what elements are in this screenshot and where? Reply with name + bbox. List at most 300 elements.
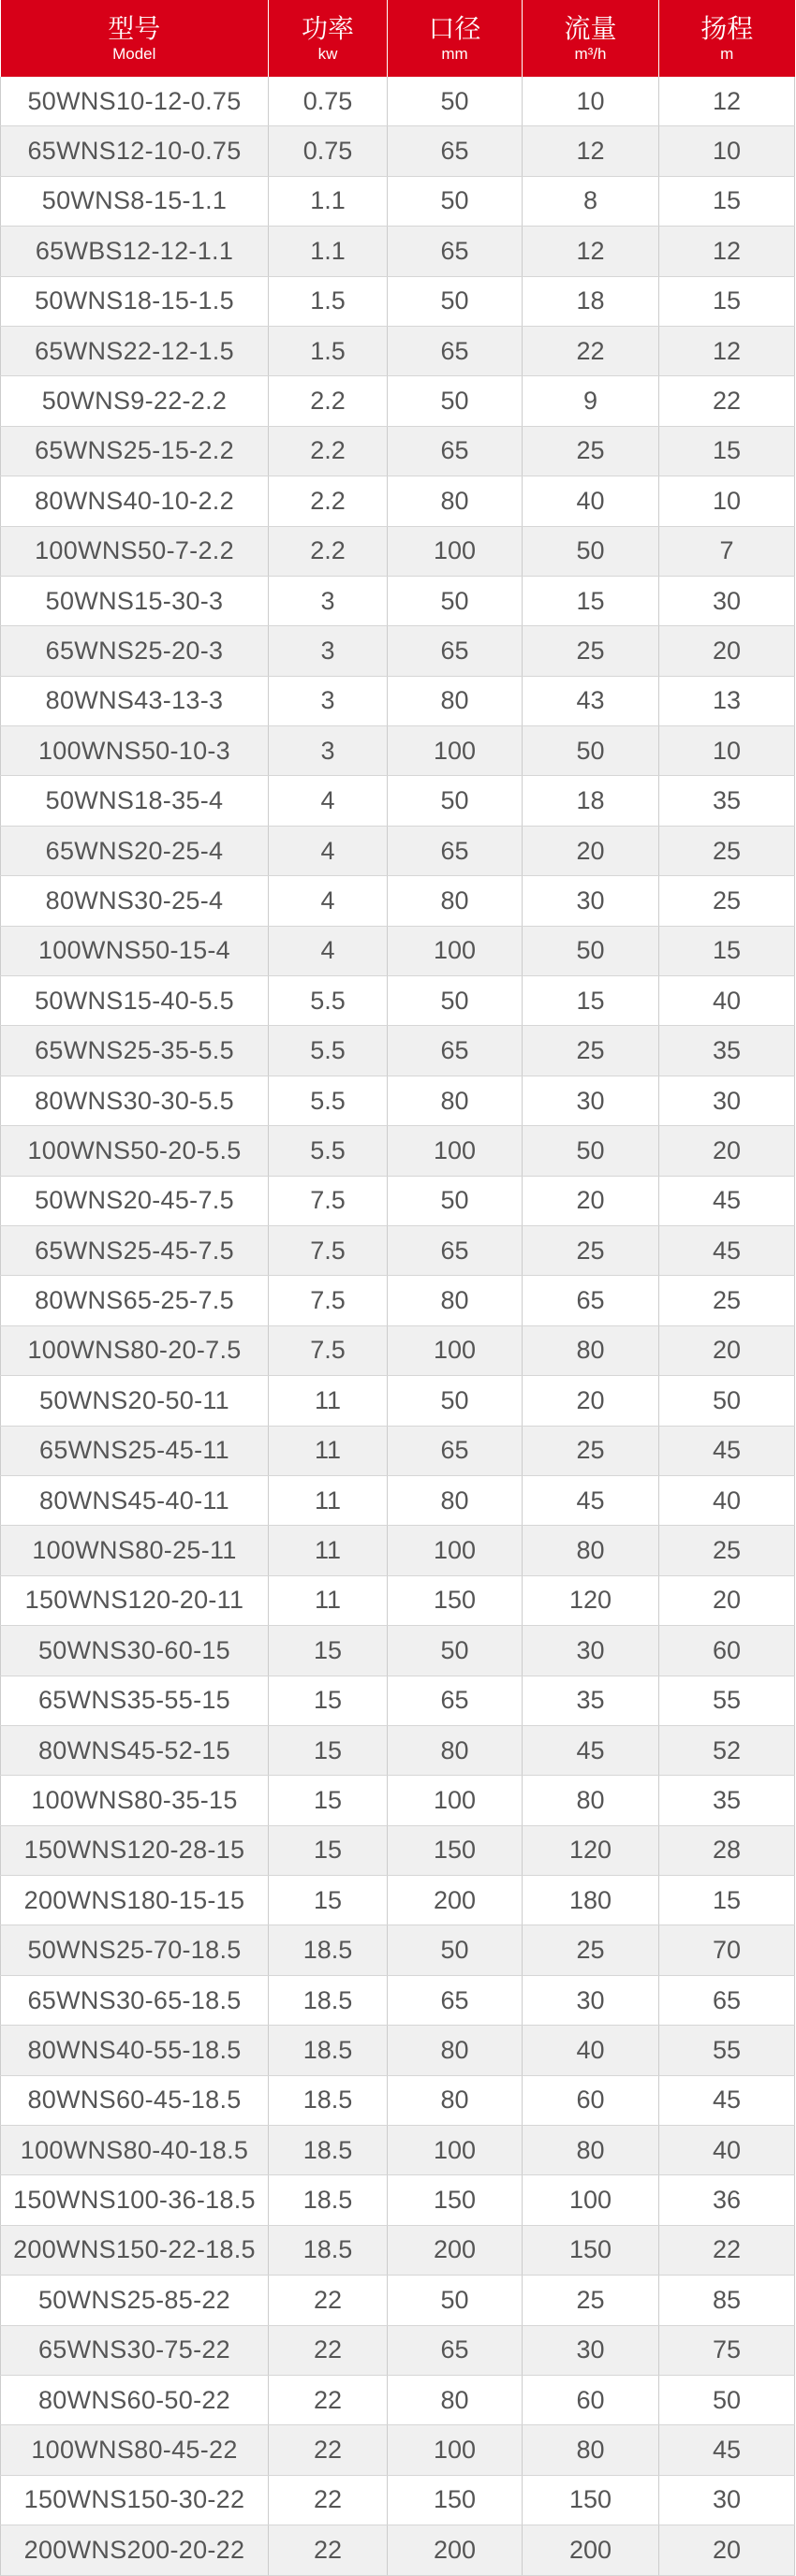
header-flow-cn: 流量	[564, 13, 617, 44]
head-cell: 25	[659, 1276, 795, 1325]
table-row	[1, 126, 795, 176]
header-head-cn: 扬程	[700, 13, 754, 44]
caliber-cell: 65	[388, 1026, 523, 1076]
flow-cell: 18	[523, 776, 659, 826]
model-cell: 80WNS60-50-22	[1, 2375, 269, 2424]
power-cell: 2.2	[269, 526, 388, 576]
flow-cell: 80	[523, 2425, 659, 2475]
model-cell: 100WNS50-10-3	[1, 726, 269, 776]
flow-cell: 30	[523, 1076, 659, 1125]
caliber-cell: 80	[388, 1725, 523, 1775]
flow-cell: 20	[523, 826, 659, 875]
caliber-cell: 100	[388, 1325, 523, 1375]
head-cell: 52	[659, 1725, 795, 1775]
power-cell: 15	[269, 1876, 388, 1925]
head-cell: 75	[659, 2325, 795, 2375]
power-cell: 3	[269, 676, 388, 725]
table-row	[1, 676, 795, 725]
head-cell: 13	[659, 676, 795, 725]
model-cell: 50WNS30-60-15	[1, 1626, 269, 1676]
model-cell: 65WNS20-25-4	[1, 826, 269, 875]
caliber-cell: 80	[388, 1475, 523, 1525]
caliber-cell: 65	[388, 426, 523, 476]
caliber-cell: 65	[388, 1426, 523, 1475]
flow-cell: 8	[523, 176, 659, 226]
flow-cell: 60	[523, 2375, 659, 2424]
caliber-cell: 100	[388, 1776, 523, 1825]
head-cell: 20	[659, 626, 795, 676]
caliber-cell: 50	[388, 576, 523, 625]
head-cell: 15	[659, 176, 795, 226]
model-cell: 50WNS25-70-18.5	[1, 1925, 269, 1975]
flow-cell: 120	[523, 1825, 659, 1875]
header-flow	[523, 0, 659, 77]
model-cell: 150WNS120-20-11	[1, 1575, 269, 1625]
table-row	[1, 726, 795, 776]
caliber-cell: 150	[388, 2475, 523, 2525]
caliber-cell: 100	[388, 726, 523, 776]
model-cell: 50WNS20-45-7.5	[1, 1176, 269, 1225]
head-cell: 15	[659, 426, 795, 476]
head-cell: 15	[659, 1876, 795, 1925]
flow-cell: 25	[523, 426, 659, 476]
model-cell: 65WNS30-75-22	[1, 2325, 269, 2375]
model-cell: 80WNS45-52-15	[1, 1725, 269, 1775]
head-cell: 60	[659, 1626, 795, 1676]
model-cell: 100WNS50-7-2.2	[1, 526, 269, 576]
flow-cell: 150	[523, 2475, 659, 2525]
header-flow-en: m³/h	[574, 45, 607, 63]
model-cell: 50WNS20-50-11	[1, 1376, 269, 1426]
table-row	[1, 1575, 795, 1625]
flow-cell: 45	[523, 1725, 659, 1775]
power-cell: 18.5	[269, 2225, 388, 2275]
model-cell: 200WNS200-20-22	[1, 2525, 269, 2575]
head-cell: 45	[659, 2425, 795, 2475]
flow-cell: 15	[523, 576, 659, 625]
flow-cell: 12	[523, 126, 659, 176]
flow-cell: 18	[523, 276, 659, 326]
flow-cell: 100	[523, 2175, 659, 2225]
power-cell: 22	[269, 2425, 388, 2475]
power-cell: 4	[269, 776, 388, 826]
model-cell: 65WNS25-35-5.5	[1, 1026, 269, 1076]
model-cell: 65WBS12-12-1.1	[1, 227, 269, 276]
head-cell: 45	[659, 1176, 795, 1225]
caliber-cell: 80	[388, 1276, 523, 1325]
head-cell: 12	[659, 77, 795, 126]
head-cell: 20	[659, 1325, 795, 1375]
head-cell: 15	[659, 926, 795, 975]
power-cell: 15	[269, 1725, 388, 1775]
flow-cell: 50	[523, 526, 659, 576]
caliber-cell: 50	[388, 776, 523, 826]
table-row	[1, 1426, 795, 1475]
power-cell: 22	[269, 2375, 388, 2424]
head-cell: 12	[659, 326, 795, 375]
power-cell: 3	[269, 576, 388, 625]
model-cell: 50WNS9-22-2.2	[1, 376, 269, 426]
head-cell: 25	[659, 876, 795, 926]
model-cell: 65WNS35-55-15	[1, 1676, 269, 1725]
table-row	[1, 1776, 795, 1825]
model-cell: 80WNS43-13-3	[1, 676, 269, 725]
flow-cell: 30	[523, 1626, 659, 1676]
table-row	[1, 2126, 795, 2175]
power-cell: 5.5	[269, 1076, 388, 1125]
caliber-cell: 80	[388, 2375, 523, 2424]
caliber-cell: 80	[388, 2026, 523, 2075]
caliber-cell: 50	[388, 77, 523, 126]
flow-cell: 40	[523, 2026, 659, 2075]
flow-cell: 150	[523, 2225, 659, 2275]
table-row	[1, 77, 795, 126]
flow-cell: 50	[523, 726, 659, 776]
caliber-cell: 100	[388, 1126, 523, 1176]
table-row	[1, 1626, 795, 1676]
head-cell: 55	[659, 2026, 795, 2075]
table-row	[1, 1526, 795, 1575]
caliber-cell: 150	[388, 2175, 523, 2225]
table-row	[1, 1376, 795, 1426]
table-row	[1, 776, 795, 826]
head-cell: 28	[659, 1825, 795, 1875]
caliber-cell: 65	[388, 326, 523, 375]
caliber-cell: 65	[388, 826, 523, 875]
power-cell: 4	[269, 926, 388, 975]
model-cell: 200WNS180-15-15	[1, 1876, 269, 1925]
head-cell: 35	[659, 1026, 795, 1076]
power-cell: 18.5	[269, 2075, 388, 2125]
power-cell: 11	[269, 1475, 388, 1525]
power-cell: 3	[269, 726, 388, 776]
flow-cell: 80	[523, 1526, 659, 1575]
head-cell: 40	[659, 1475, 795, 1525]
table-row	[1, 2225, 795, 2275]
head-cell: 30	[659, 1076, 795, 1125]
caliber-cell: 50	[388, 1176, 523, 1225]
head-cell: 40	[659, 976, 795, 1026]
head-cell: 70	[659, 1925, 795, 1975]
power-cell: 0.75	[269, 77, 388, 126]
power-cell: 18.5	[269, 1975, 388, 2025]
table-row	[1, 2075, 795, 2125]
head-cell: 36	[659, 2175, 795, 2225]
power-cell: 1.5	[269, 326, 388, 375]
flow-cell: 15	[523, 976, 659, 1026]
caliber-cell: 100	[388, 1526, 523, 1575]
header-power	[269, 0, 388, 77]
head-cell: 35	[659, 1776, 795, 1825]
power-cell: 5.5	[269, 1026, 388, 1076]
model-cell: 80WNS45-40-11	[1, 1475, 269, 1525]
head-cell: 20	[659, 1126, 795, 1176]
model-cell: 150WNS120-28-15	[1, 1825, 269, 1875]
head-cell: 30	[659, 576, 795, 625]
table-row	[1, 276, 795, 326]
header-caliber-en: mm	[441, 45, 468, 63]
flow-cell: 22	[523, 326, 659, 375]
flow-cell: 12	[523, 227, 659, 276]
power-cell: 18.5	[269, 1925, 388, 1975]
header-model	[1, 0, 269, 77]
power-cell: 22	[269, 2475, 388, 2525]
caliber-cell: 50	[388, 276, 523, 326]
header-head	[659, 0, 795, 77]
table-row	[1, 176, 795, 226]
model-cell: 65WNS25-20-3	[1, 626, 269, 676]
head-cell: 15	[659, 276, 795, 326]
header-power-cn: 功率	[301, 13, 354, 44]
caliber-cell: 50	[388, 1925, 523, 1975]
caliber-cell: 200	[388, 2225, 523, 2275]
head-cell: 10	[659, 726, 795, 776]
power-cell: 1.5	[269, 276, 388, 326]
header-caliber	[388, 0, 523, 77]
head-cell: 10	[659, 476, 795, 526]
model-cell: 50WNS25-85-22	[1, 2276, 269, 2325]
flow-cell: 60	[523, 2075, 659, 2125]
caliber-cell: 65	[388, 1225, 523, 1275]
flow-cell: 80	[523, 1325, 659, 1375]
model-cell: 150WNS100-36-18.5	[1, 2175, 269, 2225]
table-row	[1, 1475, 795, 1525]
model-cell: 65WNS25-15-2.2	[1, 426, 269, 476]
flow-cell: 40	[523, 476, 659, 526]
head-cell: 20	[659, 1575, 795, 1625]
caliber-cell: 100	[388, 2425, 523, 2475]
header-caliber-cn: 口径	[428, 13, 481, 44]
caliber-cell: 150	[388, 1825, 523, 1875]
table-row	[1, 2325, 795, 2375]
model-cell: 65WNS22-12-1.5	[1, 326, 269, 375]
power-cell: 11	[269, 1426, 388, 1475]
caliber-cell: 80	[388, 1076, 523, 1125]
power-cell: 15	[269, 1626, 388, 1676]
power-cell: 7.5	[269, 1325, 388, 1375]
flow-cell: 30	[523, 876, 659, 926]
table-row	[1, 326, 795, 375]
caliber-cell: 50	[388, 1626, 523, 1676]
caliber-cell: 150	[388, 1575, 523, 1625]
power-cell: 1.1	[269, 176, 388, 226]
model-cell: 80WNS60-45-18.5	[1, 2075, 269, 2125]
flow-cell: 80	[523, 2126, 659, 2175]
model-cell: 80WNS40-10-2.2	[1, 476, 269, 526]
caliber-cell: 100	[388, 2126, 523, 2175]
model-cell: 100WNS80-25-11	[1, 1526, 269, 1575]
caliber-cell: 50	[388, 376, 523, 426]
header-power-en: kw	[317, 45, 338, 63]
caliber-cell: 200	[388, 1876, 523, 1925]
table-row	[1, 1026, 795, 1076]
caliber-cell: 65	[388, 626, 523, 676]
model-cell: 200WNS150-22-18.5	[1, 2225, 269, 2275]
table-body	[1, 77, 795, 2575]
table-row	[1, 1076, 795, 1125]
table-header-row	[1, 0, 795, 77]
flow-cell: 35	[523, 1676, 659, 1725]
model-cell: 50WNS15-40-5.5	[1, 976, 269, 1026]
power-cell: 4	[269, 826, 388, 875]
flow-cell: 120	[523, 1575, 659, 1625]
head-cell: 12	[659, 227, 795, 276]
table-row	[1, 2175, 795, 2225]
table-row	[1, 1725, 795, 1775]
table-row	[1, 2026, 795, 2075]
table-row	[1, 476, 795, 526]
model-cell: 100WNS80-20-7.5	[1, 1325, 269, 1375]
power-cell: 11	[269, 1526, 388, 1575]
model-cell: 100WNS50-15-4	[1, 926, 269, 975]
flow-cell: 80	[523, 1776, 659, 1825]
head-cell: 45	[659, 2075, 795, 2125]
table-row	[1, 1276, 795, 1325]
power-cell: 18.5	[269, 2126, 388, 2175]
caliber-cell: 65	[388, 1676, 523, 1725]
head-cell: 30	[659, 2475, 795, 2525]
table-row	[1, 1225, 795, 1275]
head-cell: 22	[659, 376, 795, 426]
flow-cell: 10	[523, 77, 659, 126]
model-cell: 50WNS10-12-0.75	[1, 77, 269, 126]
header-model-cn: 型号	[108, 13, 161, 44]
caliber-cell: 80	[388, 876, 523, 926]
head-cell: 50	[659, 2375, 795, 2424]
table-row	[1, 227, 795, 276]
model-cell: 80WNS65-25-7.5	[1, 1276, 269, 1325]
caliber-cell: 50	[388, 1376, 523, 1426]
flow-cell: 25	[523, 1026, 659, 1076]
power-cell: 2.2	[269, 376, 388, 426]
model-cell: 50WNS15-30-3	[1, 576, 269, 625]
header-model-en: Model	[112, 45, 156, 63]
table-row	[1, 2375, 795, 2424]
head-cell: 22	[659, 2225, 795, 2275]
flow-cell: 43	[523, 676, 659, 725]
flow-cell: 30	[523, 1975, 659, 2025]
table-row	[1, 1876, 795, 1925]
caliber-cell: 65	[388, 227, 523, 276]
flow-cell: 25	[523, 1426, 659, 1475]
model-cell: 80WNS40-55-18.5	[1, 2026, 269, 2075]
model-cell: 100WNS80-45-22	[1, 2425, 269, 2475]
table-row	[1, 926, 795, 975]
table-row	[1, 1825, 795, 1875]
flow-cell: 20	[523, 1176, 659, 1225]
head-cell: 25	[659, 826, 795, 875]
flow-cell: 20	[523, 1376, 659, 1426]
head-cell: 85	[659, 2276, 795, 2325]
table-row	[1, 526, 795, 576]
model-cell: 150WNS150-30-22	[1, 2475, 269, 2525]
flow-cell: 25	[523, 1225, 659, 1275]
power-cell: 7.5	[269, 1276, 388, 1325]
power-cell: 22	[269, 2525, 388, 2575]
caliber-cell: 200	[388, 2525, 523, 2575]
power-cell: 15	[269, 1776, 388, 1825]
power-cell: 7.5	[269, 1176, 388, 1225]
caliber-cell: 65	[388, 2325, 523, 2375]
caliber-cell: 80	[388, 676, 523, 725]
head-cell: 40	[659, 2126, 795, 2175]
power-cell: 22	[269, 2325, 388, 2375]
table-row	[1, 2425, 795, 2475]
table-row	[1, 1925, 795, 1975]
caliber-cell: 50	[388, 976, 523, 1026]
caliber-cell: 65	[388, 126, 523, 176]
head-cell: 25	[659, 1526, 795, 1575]
model-cell: 100WNS80-40-18.5	[1, 2126, 269, 2175]
head-cell: 45	[659, 1426, 795, 1475]
power-cell: 1.1	[269, 227, 388, 276]
flow-cell: 200	[523, 2525, 659, 2575]
table-row	[1, 1126, 795, 1176]
table-row	[1, 1176, 795, 1225]
head-cell: 7	[659, 526, 795, 576]
flow-cell: 65	[523, 1276, 659, 1325]
power-cell: 22	[269, 2276, 388, 2325]
table-row	[1, 376, 795, 426]
table-row	[1, 576, 795, 625]
head-cell: 20	[659, 2525, 795, 2575]
flow-cell: 30	[523, 2325, 659, 2375]
power-cell: 15	[269, 1825, 388, 1875]
power-cell: 11	[269, 1376, 388, 1426]
model-cell: 65WNS30-65-18.5	[1, 1975, 269, 2025]
caliber-cell: 80	[388, 476, 523, 526]
model-cell: 80WNS30-25-4	[1, 876, 269, 926]
power-cell: 2.2	[269, 476, 388, 526]
caliber-cell: 100	[388, 926, 523, 975]
table-row	[1, 976, 795, 1026]
head-cell: 35	[659, 776, 795, 826]
table-row	[1, 2525, 795, 2575]
power-cell: 5.5	[269, 1126, 388, 1176]
power-cell: 2.2	[269, 426, 388, 476]
table-row	[1, 426, 795, 476]
head-cell: 10	[659, 126, 795, 176]
table-row	[1, 626, 795, 676]
power-cell: 18.5	[269, 2175, 388, 2225]
power-cell: 11	[269, 1575, 388, 1625]
flow-cell: 45	[523, 1475, 659, 1525]
flow-cell: 25	[523, 1925, 659, 1975]
power-cell: 7.5	[269, 1225, 388, 1275]
power-cell: 3	[269, 626, 388, 676]
flow-cell: 180	[523, 1876, 659, 1925]
flow-cell: 9	[523, 376, 659, 426]
flow-cell: 25	[523, 2276, 659, 2325]
model-cell: 80WNS30-30-5.5	[1, 1076, 269, 1125]
model-cell: 100WNS50-20-5.5	[1, 1126, 269, 1176]
model-cell: 50WNS18-15-1.5	[1, 276, 269, 326]
head-cell: 65	[659, 1975, 795, 2025]
flow-cell: 25	[523, 626, 659, 676]
flow-cell: 50	[523, 1126, 659, 1176]
power-cell: 5.5	[269, 976, 388, 1026]
table-row	[1, 2276, 795, 2325]
power-cell: 15	[269, 1676, 388, 1725]
head-cell: 55	[659, 1676, 795, 1725]
power-cell: 18.5	[269, 2026, 388, 2075]
header-head-en: m	[720, 45, 734, 63]
caliber-cell: 50	[388, 176, 523, 226]
caliber-cell: 100	[388, 526, 523, 576]
table-row	[1, 1975, 795, 2025]
table-row	[1, 2475, 795, 2525]
model-cell: 65WNS25-45-11	[1, 1426, 269, 1475]
